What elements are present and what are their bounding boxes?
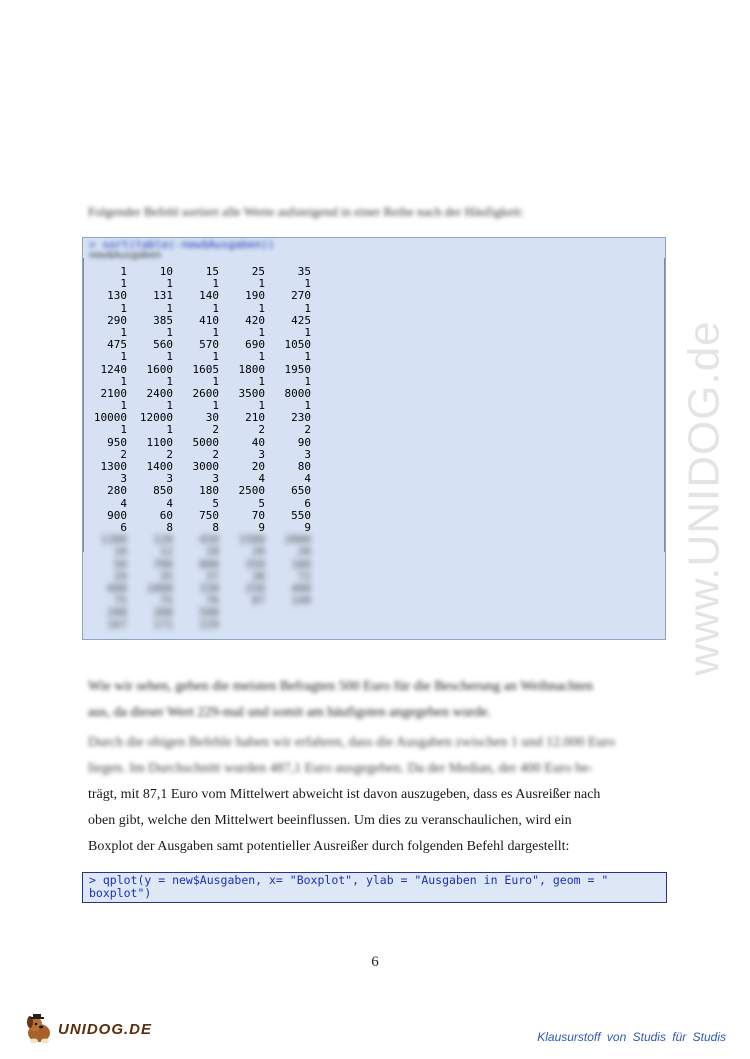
table-cell: 2 bbox=[120, 447, 127, 461]
table-cell: 1 bbox=[304, 277, 311, 291]
table-cell: 550 bbox=[291, 508, 311, 522]
table-cell: 18 bbox=[205, 545, 219, 559]
table-cell: 76 bbox=[205, 594, 219, 608]
paragraph-line: liegen. Im Durchschnitt wurden 487,1 Euro ausgegeben. Da der Median, der 400 Euro be- bbox=[88, 761, 594, 776]
table-cell: 570 bbox=[199, 338, 219, 352]
table-cell: 2 bbox=[258, 423, 265, 437]
table-cell: 2100 bbox=[100, 386, 127, 400]
table-cell: 5000 bbox=[192, 435, 219, 449]
table-cell: 700 bbox=[153, 557, 173, 571]
table-cell: 120 bbox=[153, 533, 173, 547]
table-cell: 1500 bbox=[238, 533, 265, 547]
paragraph-analysis bbox=[88, 730, 663, 860]
qplot-command: > qplot(y = new$Ausgaben, x= "Boxplot", ylab = "Ausgaben in Euro", geom = " boxplot") bbox=[82, 872, 667, 903]
table-row bbox=[89, 591, 311, 608]
table-cell: 2 bbox=[212, 447, 219, 461]
table-cell: 1 bbox=[120, 399, 127, 413]
table-cell: 9 bbox=[304, 520, 311, 534]
table-cell: 690 bbox=[245, 338, 265, 352]
table-cell: 1240 bbox=[100, 362, 127, 376]
table-row bbox=[89, 372, 311, 388]
table-cell: 90 bbox=[297, 435, 311, 449]
table-cell: 950 bbox=[107, 435, 127, 449]
table-cell: 1 bbox=[120, 301, 127, 315]
table-cell: 50 bbox=[113, 557, 127, 571]
table-cell: 1 bbox=[258, 277, 265, 291]
table-cell: 1 bbox=[258, 350, 265, 364]
table-row bbox=[89, 481, 311, 498]
table-cell: 1 bbox=[258, 399, 265, 413]
table-cell: 200 bbox=[107, 606, 127, 620]
table-cell: 2000 bbox=[284, 533, 311, 547]
table-cell: 37 bbox=[205, 569, 219, 583]
table-row bbox=[89, 274, 311, 291]
paragraph-line: trägt, mit 87,1 Euro vom Mittelwert abweicht ist davon auszugeben, dass es Ausreißer nach bbox=[88, 787, 601, 802]
table-row bbox=[89, 396, 311, 413]
table-row bbox=[89, 433, 311, 449]
table-cell: 475 bbox=[107, 338, 127, 352]
table-cell: 6 bbox=[304, 496, 311, 510]
table-row bbox=[89, 494, 311, 510]
table-cell: 4 bbox=[120, 496, 127, 510]
table-cell: 180 bbox=[199, 484, 219, 498]
table-cell: 900 bbox=[107, 508, 127, 522]
page-number: 6 bbox=[371, 954, 379, 970]
table-cell: 60 bbox=[159, 508, 173, 522]
table-row bbox=[89, 360, 311, 376]
table-cell: 1 bbox=[166, 374, 173, 388]
table-cell: 1050 bbox=[284, 338, 311, 352]
table-cell: 3 bbox=[120, 472, 127, 486]
table-row bbox=[89, 518, 311, 534]
table-cell: 1 bbox=[212, 350, 219, 364]
table-cell: 15 bbox=[205, 265, 219, 278]
table-cell: 1 bbox=[304, 325, 311, 339]
table-cell: 450 bbox=[199, 533, 219, 547]
table-cell: 1 bbox=[212, 277, 219, 291]
table-cell: 100 bbox=[291, 557, 311, 571]
watermark-text: www.UNIDOG.de bbox=[680, 320, 730, 676]
table-cell: 1 bbox=[212, 399, 219, 413]
table-cell: 3 bbox=[166, 472, 173, 486]
table-cell: 75 bbox=[159, 594, 173, 608]
table-row bbox=[89, 323, 311, 339]
table-cell: 6 bbox=[120, 520, 127, 534]
table-row bbox=[89, 567, 311, 583]
table-cell: 2600 bbox=[192, 386, 219, 400]
table-cell: 167 bbox=[107, 618, 127, 632]
table-cell: 1100 bbox=[146, 435, 173, 449]
table-row bbox=[89, 542, 311, 559]
table-cell: 1400 bbox=[146, 460, 173, 473]
paragraph-line: Boxplot der Ausgaben samt potentieller Ausreißer durch folgenden Befehl dargestellt: bbox=[88, 839, 570, 854]
table-cell: 3 bbox=[212, 472, 219, 486]
table-cell: 190 bbox=[245, 289, 265, 303]
table-row bbox=[89, 262, 311, 278]
table-row bbox=[89, 603, 311, 620]
table-cell: 3500 bbox=[238, 386, 265, 400]
table-cell: 20 bbox=[251, 460, 265, 473]
table-cell: 410 bbox=[199, 313, 219, 327]
table-cell: 1 bbox=[166, 325, 173, 339]
table-row bbox=[89, 311, 311, 327]
table-cell: 1 bbox=[166, 423, 173, 437]
table-row bbox=[89, 420, 311, 437]
table-cell: 280 bbox=[107, 484, 127, 498]
table-cell: 1200 bbox=[100, 533, 127, 547]
table-cell: 1800 bbox=[238, 362, 265, 376]
table-cell: 1 bbox=[304, 374, 311, 388]
footer-tagline: Klausurstoff von Studis für Studis bbox=[537, 1030, 726, 1044]
table-cell: 30 bbox=[205, 411, 219, 425]
dog-logo-icon bbox=[22, 1012, 56, 1046]
paragraph-line: Wie wir sehen, geben die meisten Befragten 500 Euro für die Bescherung an Weihnachten bbox=[88, 679, 593, 694]
table-cell: 270 bbox=[291, 289, 311, 303]
table-cell: 20 bbox=[251, 545, 265, 559]
table-cell: 12 bbox=[159, 545, 173, 559]
table-cell: 300 bbox=[153, 606, 173, 620]
table-row bbox=[89, 615, 311, 632]
table-cell: 8 bbox=[212, 520, 219, 534]
table-cell: 80 bbox=[297, 460, 311, 473]
table-cell: 385 bbox=[153, 313, 173, 327]
table-cell: 1000 bbox=[146, 581, 173, 595]
table-cell: 3 bbox=[304, 447, 311, 461]
table-cell: 1 bbox=[120, 325, 127, 339]
table-cell: 3000 bbox=[192, 460, 219, 473]
table-cell: 1 bbox=[258, 301, 265, 315]
table-cell: 1 bbox=[304, 301, 311, 315]
table-cell: 10 bbox=[159, 265, 173, 278]
table-cell: 230 bbox=[291, 411, 311, 425]
intro-text: Folgender Befehl sortiert alle Werte aufsteigend in einer Reihe nach der Häufigkeit: bbox=[88, 204, 524, 219]
table-cell: 1 bbox=[212, 325, 219, 339]
table-row bbox=[89, 286, 311, 303]
table-cell: 250 bbox=[245, 581, 265, 595]
table-cell: 4 bbox=[304, 472, 311, 486]
paragraph-line: oben gibt, welche den Mittelwert beeinflussen. Um dies zu veranschaulichen, wird ein bbox=[88, 813, 572, 828]
table-cell: 149 bbox=[291, 594, 311, 608]
console-command: > sort(table(-new$Ausgaben)) bbox=[89, 238, 275, 251]
table-cell: 1600 bbox=[146, 362, 173, 376]
table-row bbox=[89, 530, 311, 547]
table-cell: 1 bbox=[166, 350, 173, 364]
table-cell: 131 bbox=[153, 289, 173, 303]
table-cell: 75 bbox=[113, 594, 127, 608]
table-cell: 171 bbox=[153, 618, 173, 632]
table-cell: 2500 bbox=[238, 484, 265, 498]
table-cell: 40 bbox=[251, 435, 265, 449]
table-cell: 8000 bbox=[284, 386, 311, 400]
table-cell: 750 bbox=[199, 508, 219, 522]
table-cell: 29 bbox=[113, 569, 127, 583]
table-cell: 1300 bbox=[100, 460, 127, 473]
table-cell: 1 bbox=[120, 374, 127, 388]
table-cell: 1 bbox=[166, 301, 173, 315]
table-cell: 25 bbox=[251, 265, 265, 278]
table-row bbox=[89, 408, 311, 425]
table-cell: 1 bbox=[258, 374, 265, 388]
table-cell: 560 bbox=[153, 338, 173, 352]
table-row bbox=[89, 457, 311, 473]
paragraph-result bbox=[88, 674, 663, 726]
table-cell: 4 bbox=[166, 496, 173, 510]
table-cell: 1 bbox=[212, 374, 219, 388]
table-cell: 5 bbox=[212, 496, 219, 510]
table-row bbox=[89, 445, 311, 461]
table-row bbox=[89, 384, 311, 400]
frequency-table bbox=[89, 262, 311, 632]
table-cell: 500 bbox=[199, 606, 219, 620]
paragraph-line: aus, da dieser Wert 229-mal und somit am häufigsten angegeben wurde. bbox=[88, 705, 491, 720]
table-row bbox=[89, 347, 311, 364]
table-cell: 2 bbox=[212, 423, 219, 437]
table-cell: 12000 bbox=[139, 411, 173, 425]
table-cell: 2 bbox=[304, 423, 311, 437]
console-header: new$Ausgaben bbox=[89, 250, 162, 261]
table-cell: 35 bbox=[297, 265, 311, 278]
table-cell: 1 bbox=[166, 399, 173, 413]
table-cell: 150 bbox=[199, 581, 219, 595]
table-cell: 1 bbox=[166, 277, 173, 291]
console-guide-right bbox=[664, 258, 665, 552]
table-cell: 210 bbox=[245, 411, 265, 425]
table-cell: 650 bbox=[291, 484, 311, 498]
table-cell: 9 bbox=[258, 520, 265, 534]
console-guide-left bbox=[83, 258, 84, 552]
table-cell: 1 bbox=[212, 301, 219, 315]
table-cell: 2 bbox=[166, 447, 173, 461]
table-cell: 20 bbox=[297, 545, 311, 559]
table-cell: 1 bbox=[120, 350, 127, 364]
table-cell: 10000 bbox=[93, 411, 127, 425]
table-cell: 850 bbox=[153, 484, 173, 498]
table-cell: 4 bbox=[258, 472, 265, 486]
table-row bbox=[89, 469, 311, 486]
table-row bbox=[89, 555, 311, 571]
unidog-logo bbox=[22, 1012, 152, 1046]
table-cell: 425 bbox=[291, 313, 311, 327]
table-cell: 8 bbox=[166, 520, 173, 534]
table-cell: 600 bbox=[107, 581, 127, 595]
logo-wordmark: UNIDOG.DE bbox=[58, 1020, 153, 1038]
table-cell: 10 bbox=[113, 545, 127, 559]
table-cell: 1 bbox=[120, 423, 127, 437]
table-cell: 1 bbox=[120, 277, 127, 291]
table-cell: 38 bbox=[251, 569, 265, 583]
table-cell: 1 bbox=[304, 399, 311, 413]
table-cell: 1605 bbox=[192, 362, 219, 376]
table-cell: 130 bbox=[107, 289, 127, 303]
table-cell: 1 bbox=[304, 350, 311, 364]
table-cell: 1950 bbox=[284, 362, 311, 376]
table-cell: 72 bbox=[297, 569, 311, 583]
table-cell: 420 bbox=[245, 313, 265, 327]
table-row bbox=[89, 579, 311, 595]
table-row bbox=[89, 506, 311, 522]
table-cell: 290 bbox=[107, 313, 127, 327]
table-cell: 87 bbox=[251, 594, 265, 608]
table-cell: 1 bbox=[120, 265, 127, 278]
table-row bbox=[89, 299, 311, 315]
table-cell: 229 bbox=[199, 618, 219, 632]
table-cell: 3 bbox=[258, 447, 265, 461]
table-cell: 800 bbox=[199, 557, 219, 571]
table-row bbox=[89, 335, 311, 352]
table-cell: 35 bbox=[159, 569, 173, 583]
table-cell: 2400 bbox=[146, 386, 173, 400]
table-cell: 5 bbox=[258, 496, 265, 510]
paragraph-line: Durch die obigen Befehle haben wir erfahren, dass die Ausgaben zwischen 1 und 12.000 Euro bbox=[88, 735, 616, 750]
r-console-output bbox=[82, 237, 666, 640]
table-cell: 350 bbox=[245, 557, 265, 571]
table-cell: 140 bbox=[199, 289, 219, 303]
table-cell: 400 bbox=[291, 581, 311, 595]
table-cell: 1 bbox=[258, 325, 265, 339]
watermark bbox=[680, 258, 730, 738]
table-cell: 70 bbox=[251, 508, 265, 522]
